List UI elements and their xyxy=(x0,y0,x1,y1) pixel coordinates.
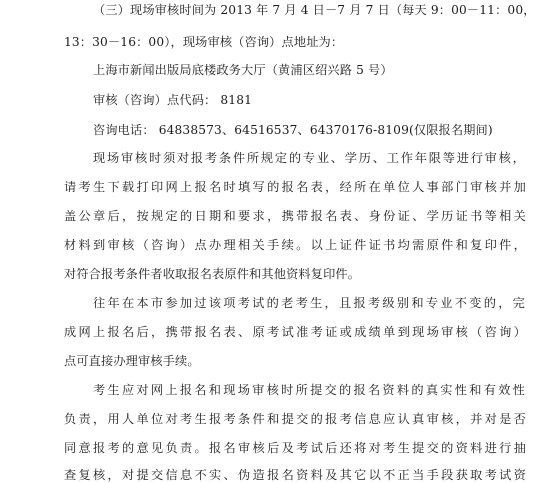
text-line: 现场审核时须对报考条件所规定的专业、学历、工作年限等进行审核， xyxy=(93,151,525,165)
text-line: 往年在本市参加过该项考试的老考生，且报考级别和专业不变的，完 xyxy=(93,296,525,310)
text-line: 材料到审核（咨询）点办理相关手续。以上证件证书均需原件和复印件， xyxy=(64,238,526,252)
text-line: 上海市新闻出版局底楼政务大厅（黄浦区绍兴路 5 号） xyxy=(93,63,393,77)
text-line: 考生应对网上报名和现场审核时所提交的报名资料的真实性和有效性 xyxy=(93,383,525,397)
text-line: 请考生下载打印网上报名时填写的报名表，经所在单位人事部门审核并加 xyxy=(64,180,526,194)
text-line: 同意报考的意见负责。报名审核后及考试后还将对考生提交的资料进行抽 xyxy=(64,441,526,455)
text-line: 查复核，对提交信息不实、伪造报名资料及其它以不正当手段获取考试资 xyxy=(64,468,526,482)
text-line: 负责，用人单位对考生报考条件和提交的报考信息应认真审核，并对是否 xyxy=(64,412,526,426)
text-line: （三）现场审核时间为 2013 年 7 月 4 日－7 月 7 日（每天 9：00－11：00， xyxy=(93,3,536,17)
text-line: 对符合报考条件者收取报名表原件和其他资料复印件。 xyxy=(64,267,361,281)
text-line: 13：30－16：00），现场审核（咨询）点地址为： xyxy=(64,35,344,49)
text-line: 审核（咨询）点代码： 8181 xyxy=(93,93,253,107)
text-line: 成网上报名后，携带报名表、原考试准考证或成绩单到现场审核（咨询） xyxy=(64,325,526,339)
text-line: 点可直接办理审核手续。 xyxy=(64,354,200,368)
text-line: 咨询电话： 64838573、64516537、64370176-8109(仅限报名期间) xyxy=(93,123,493,137)
text-line: 盖公章后，按规定的日期和要求，携带报名表、身份证、学历证书等相关 xyxy=(64,209,526,223)
